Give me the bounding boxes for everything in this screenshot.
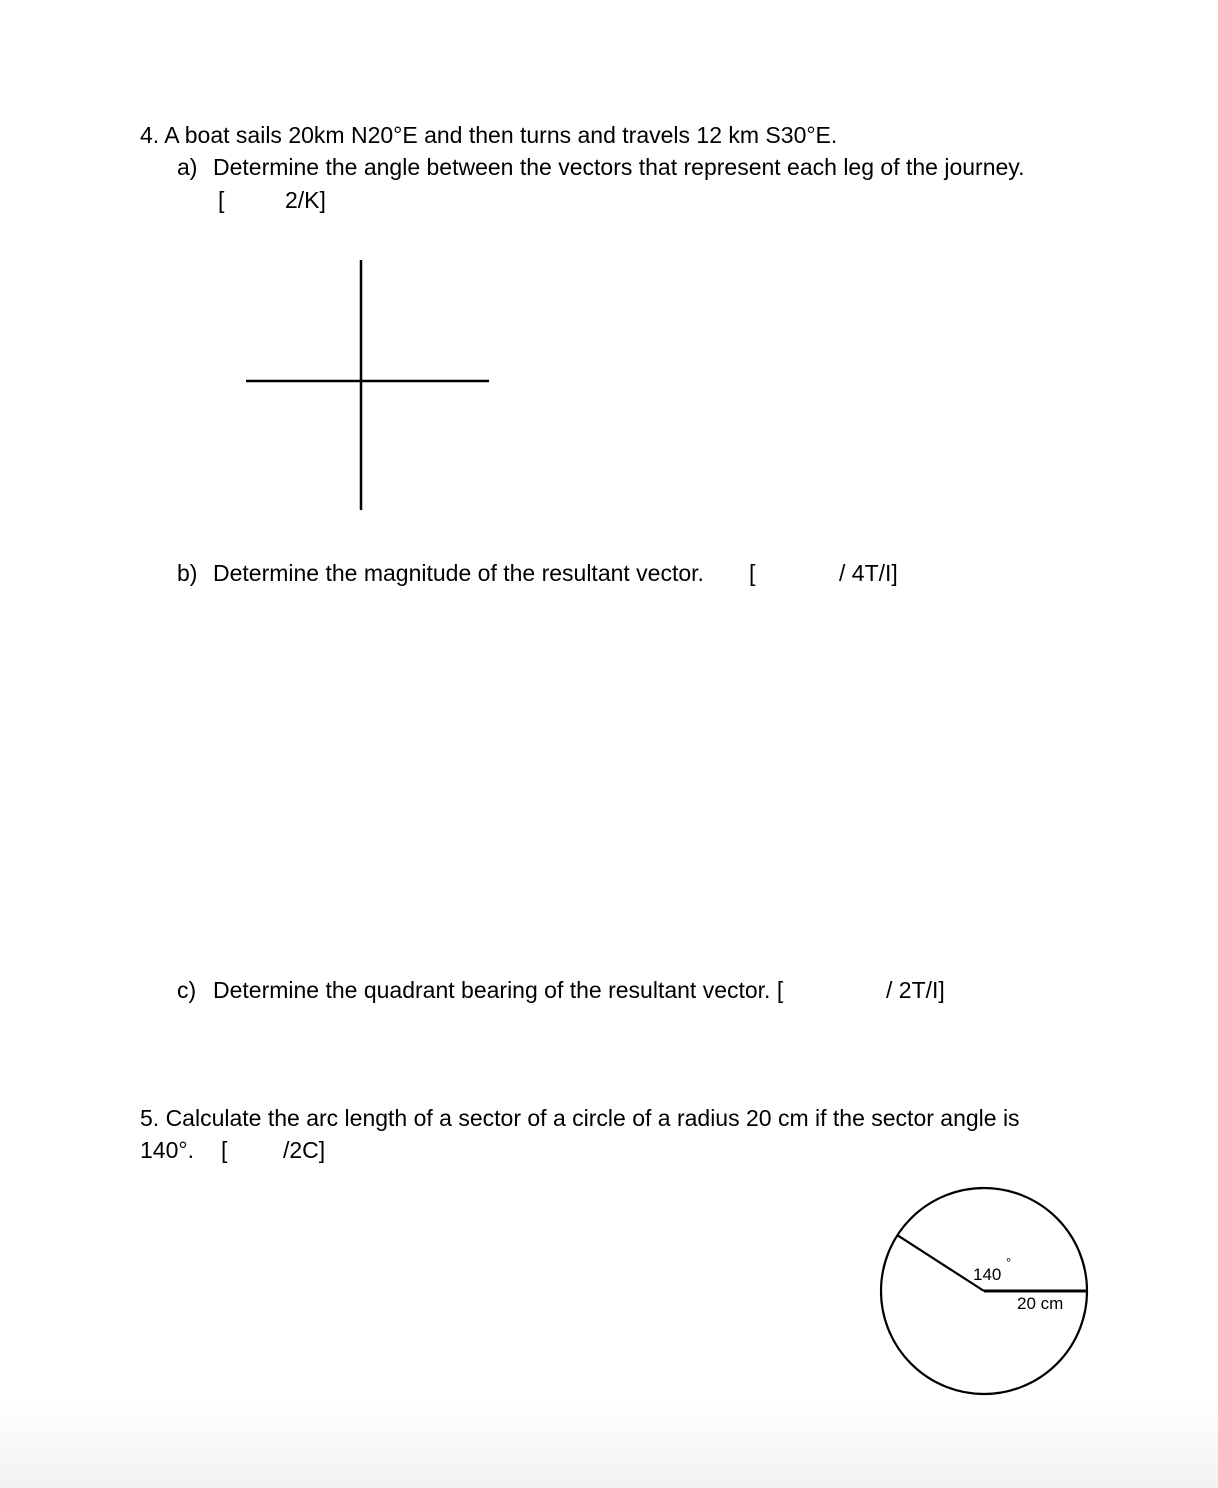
radius-label: 20 cm <box>1017 1294 1064 1313</box>
q5-angle-value: 140°. <box>140 1137 194 1163</box>
q4c-text: Determine the quadrant bearing of the resultant vector. [ <box>213 977 784 1003</box>
q5-mark-close: /2C] <box>283 1137 326 1163</box>
q4b-text: Determine the magnitude of the resultant vector. <box>213 560 704 586</box>
q4c-mark-close: / 2T/I] <box>886 977 945 1003</box>
sector-figure <box>860 1170 1110 1410</box>
q4b-mark-close: / 4T/I] <box>839 560 898 586</box>
q4a-label: a) <box>177 154 198 180</box>
q4a-mark-close: 2/K] <box>285 187 326 213</box>
q4c-label: c) <box>177 977 197 1003</box>
q5-mark-open: [ <box>221 1137 228 1163</box>
q4a-text: Determine the angle between the vectors that represent each leg of the journey. <box>213 154 1025 180</box>
q4b-label: b) <box>177 560 198 586</box>
q4b-mark-open: [ <box>749 560 756 586</box>
degree-mark: ° <box>1006 1255 1012 1270</box>
compass-axes <box>0 0 600 560</box>
q5-line1: 5. Calculate the arc length of a sector of a circle of a radius 20 cm if the sector angle is <box>140 1105 1020 1131</box>
angle-label: 140 <box>973 1265 1002 1284</box>
radius-line-angled <box>897 1235 984 1291</box>
q4-stem: 4. A boat sails 20km N20°E and then turns and travels 12 km S30°E. <box>140 122 838 148</box>
q4a-mark-open: [ <box>218 187 225 213</box>
